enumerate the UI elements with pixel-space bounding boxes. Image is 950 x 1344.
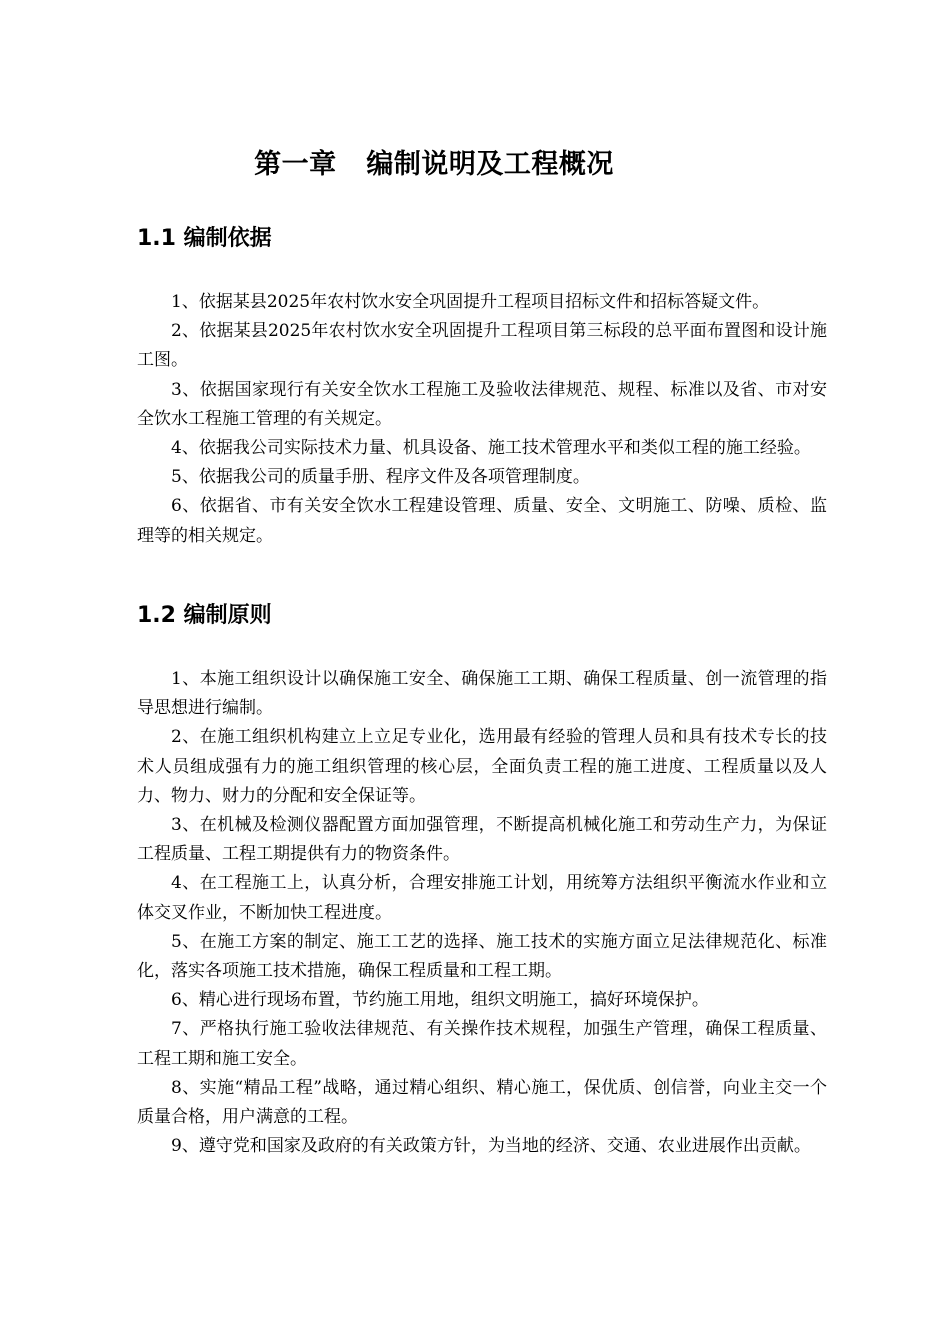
paragraph: 3、在机械及检测仪器配置方面加强管理，不断提高机械化施工和劳动生产力，为保证工程质量、工程工期提供有力的物资条件。 xyxy=(137,815,827,865)
section-heading-1-1: 1.1 编制依据 xyxy=(137,226,272,251)
paragraph: 6、依据省、市有关安全饮水工程建设管理、质量、安全、文明施工、防噪、质检、监理等的相关规定。 xyxy=(137,496,827,546)
paragraph: 7、严格执行施工验收法律规范、有关操作技术规程，加强生产管理，确保工程质量、工程工期和施工安全。 xyxy=(137,1019,827,1069)
section-body-1-2 xyxy=(137,665,827,1161)
paragraph: 5、依据我公司的质量手册、程序文件及各项管理制度。 xyxy=(171,467,590,488)
paragraph: 2、依据某县2025年农村饮水安全巩固提升工程项目第三标段的总平面布置图和设计施工图。 xyxy=(137,321,827,371)
paragraph: 8、实施“精品工程”战略，通过精心组织、精心施工，保优质、创信誉，向业主交一个质量合格，用户满意的工程。 xyxy=(137,1077,827,1128)
paragraph: 4、在工程施工上，认真分析，合理安排施工计划，用统筹方法组织平衡流水作业和立体交叉作业，不断加快工程进度。 xyxy=(137,873,827,923)
paragraph: 9、遵守党和国家及政府的有关政策方针，为当地的经济、交通、农业进展作出贡献。 xyxy=(171,1136,811,1157)
paragraph: 1、依据某县2025年农村饮水安全巩固提升工程项目招标文件和招标答疑文件。 xyxy=(171,292,770,312)
section-heading-1-2: 1.2 编制原则 xyxy=(137,603,272,628)
paragraph: 6、精心进行现场布置，节约施工用地，组织文明施工，搞好环境保护。 xyxy=(171,990,709,1011)
paragraph: 5、在施工方案的制定、施工工艺的选择、施工技术的实施方面立足法律规范化、标准化，落实各项施工技术措施，确保工程质量和工程工期。 xyxy=(137,931,827,982)
section-body-1-1 xyxy=(137,288,827,551)
paragraph: 3、依据国家现行有关安全饮水工程施工及验收法律规范、规程、标准以及省、市对安全饮水工程施工管理的有关规定。 xyxy=(137,379,827,429)
chapter-title: 第一章 编制说明及工程概况 xyxy=(254,149,614,180)
paragraph: 2、在施工组织机构建立上立足专业化，选用最有经验的管理人员和具有技术专长的技术人员组成强有力的施工组织管理的核心层，全面负责工程的施工进度、工程质量以及人力、物力、财力的分配和安全保证等。 xyxy=(137,727,827,806)
paragraph: 4、依据我公司实际技术力量、机具设备、施工技术管理水平和类似工程的施工经验。 xyxy=(171,438,811,459)
paragraph: 1、本施工组织设计以确保施工安全、确保施工工期、确保工程质量、创一流管理的指导思想进行编制。 xyxy=(137,669,827,719)
